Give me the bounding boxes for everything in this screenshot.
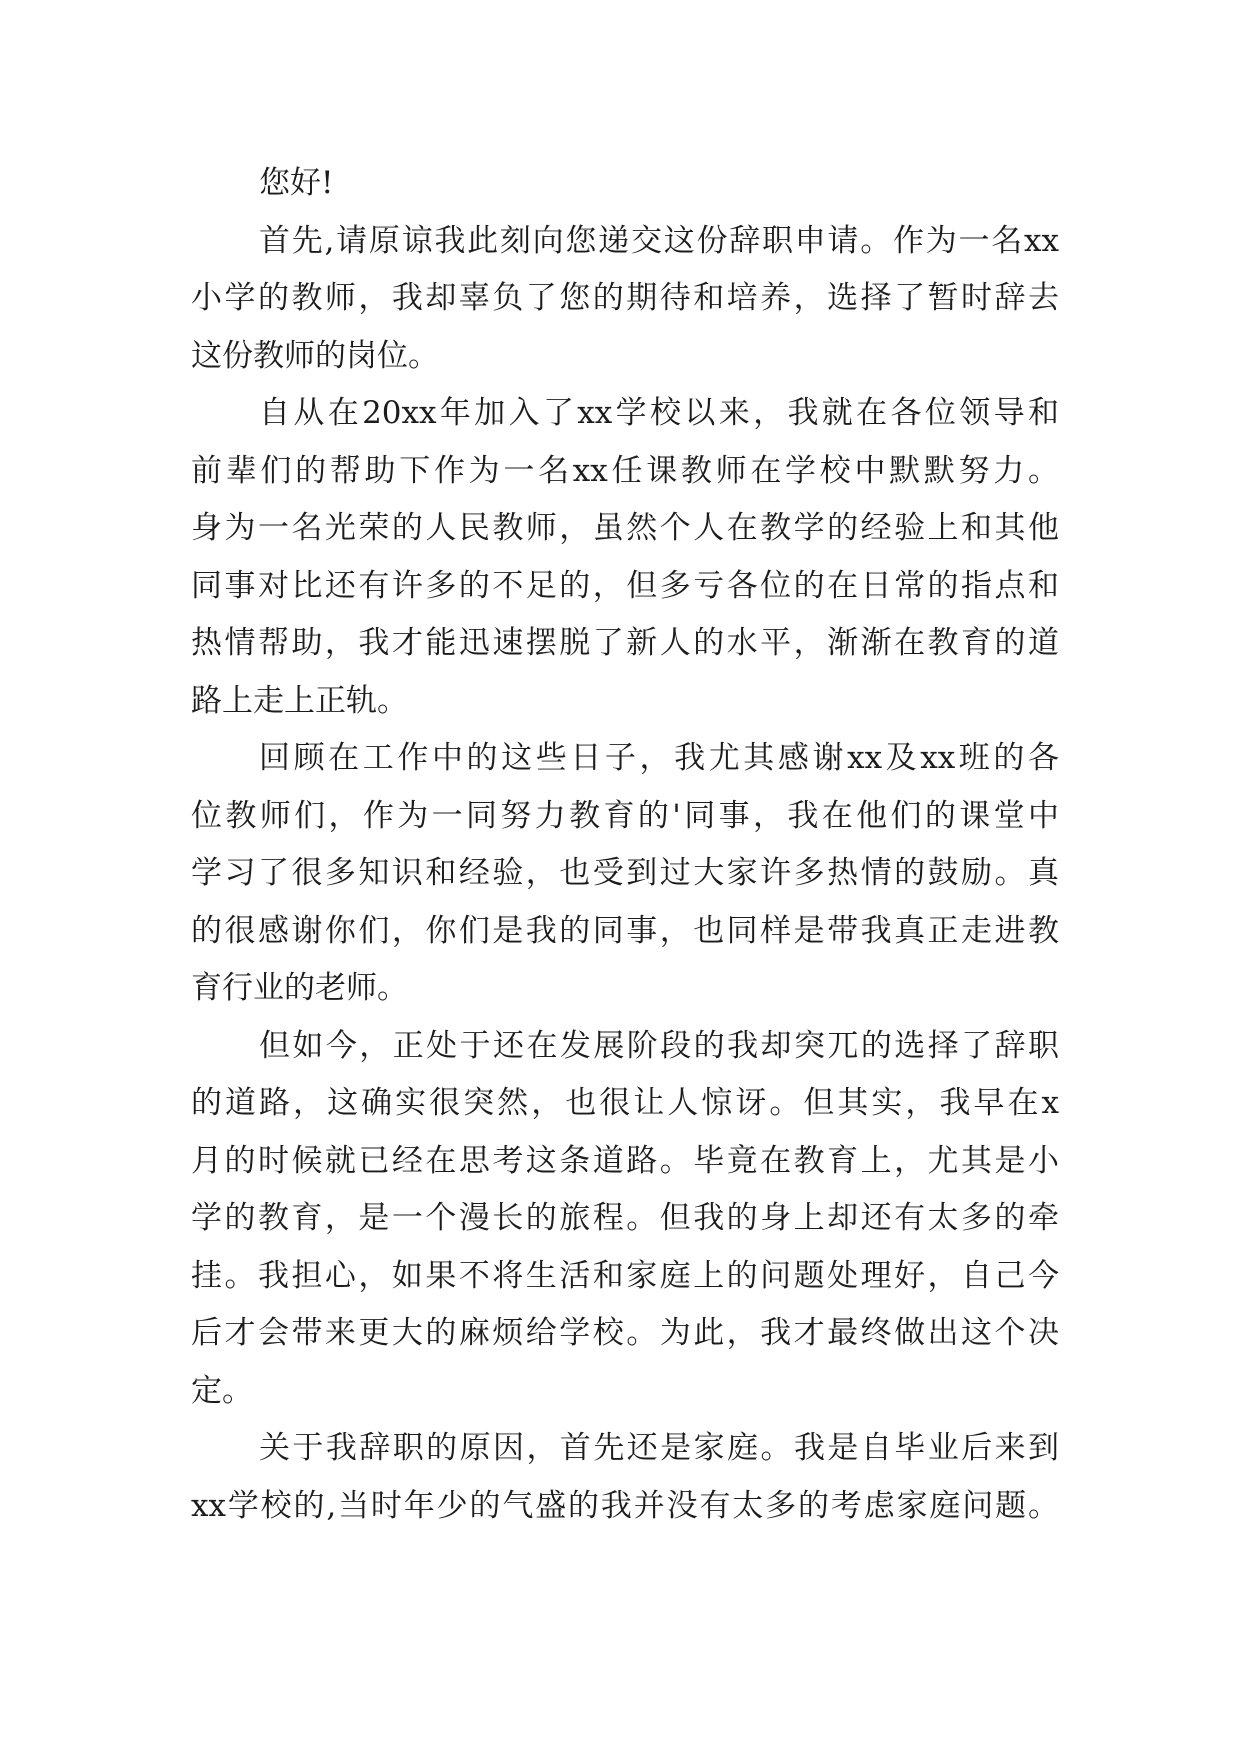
paragraph-line: 回顾在工作中的这些日子，我尤其感谢xx及xx班的各 <box>259 740 1059 776</box>
paragraph-line: 关于我辞职的原因，首先还是家庭。我是自毕业后来到 <box>259 1430 1059 1466</box>
paragraph-4 <box>191 1018 1059 1421</box>
paragraph-1 <box>191 213 1059 386</box>
greeting-line: 您好! <box>259 165 334 201</box>
paragraph-line: 位教师们，作为一同努力教育的'同事，我在他们的课堂中 <box>191 797 1059 834</box>
paragraph-line: 挂。我担心，如果不将生活和家庭上的问题处理好，自己今 <box>191 1257 1059 1294</box>
paragraph-line: 首先,请原谅我此刻向您递交这份辞职申请。作为一名xx <box>259 222 1059 259</box>
paragraph-line: xx学校的,当时年少的气盛的我并没有太多的考虑家庭问题。 <box>191 1487 1059 1524</box>
letter-body <box>191 155 1059 1535</box>
paragraph-5 <box>191 1420 1059 1535</box>
paragraph-line: 身为一名光荣的人民教师，虽然个人在教学的经验上和其他 <box>191 510 1059 546</box>
paragraph-line: 前辈们的帮助下作为一名xx任课教师在学校中默默努力。 <box>191 452 1059 489</box>
paragraph-line: 热情帮助，我才能迅速摆脱了新人的水平，渐渐在教育的道 <box>191 625 1059 661</box>
paragraph-line: 同事对比还有许多的不足的，但多亏各位的在日常的指点和 <box>191 567 1059 604</box>
paragraph-2 <box>191 385 1059 730</box>
paragraph-line: 的很感谢你们，你们是我的同事，也同样是带我真正走进教 <box>191 912 1059 949</box>
paragraph-line: 路上走上正轨。 <box>191 682 408 719</box>
paragraph-line: 小学的教师，我却辜负了您的期待和培养，选择了暂时辞去 <box>191 280 1059 316</box>
paragraph-line: 月的时候就已经在思考这条道路。毕竟在教育上，尤其是小 <box>191 1142 1059 1179</box>
paragraph-line: 自从在20xx年加入了xx学校以来，我就在各位领导和 <box>259 395 1059 431</box>
paragraph-line: 的道路，这确实很突然，也很让人惊讶。但其实，我早在x <box>191 1085 1059 1121</box>
paragraph-line: 学的教育，是一个漫长的旅程。但我的身上却还有太多的牵 <box>191 1200 1059 1236</box>
paragraph-line: 后才会带来更大的麻烦给学校。为此，我才最终做出这个决 <box>191 1315 1059 1351</box>
paragraph-line: 学习了很多知识和经验，也受到过大家许多热情的鼓励。真 <box>191 855 1059 891</box>
paragraph-line: 育行业的老师。 <box>191 970 408 1006</box>
paragraph-line: 这份教师的岗位。 <box>191 337 439 374</box>
paragraph-3 <box>191 730 1059 1018</box>
paragraph-line: 但如今，正处于还在发展阶段的我却突兀的选择了辞职 <box>259 1027 1059 1064</box>
paragraph-line: 定。 <box>191 1372 253 1409</box>
